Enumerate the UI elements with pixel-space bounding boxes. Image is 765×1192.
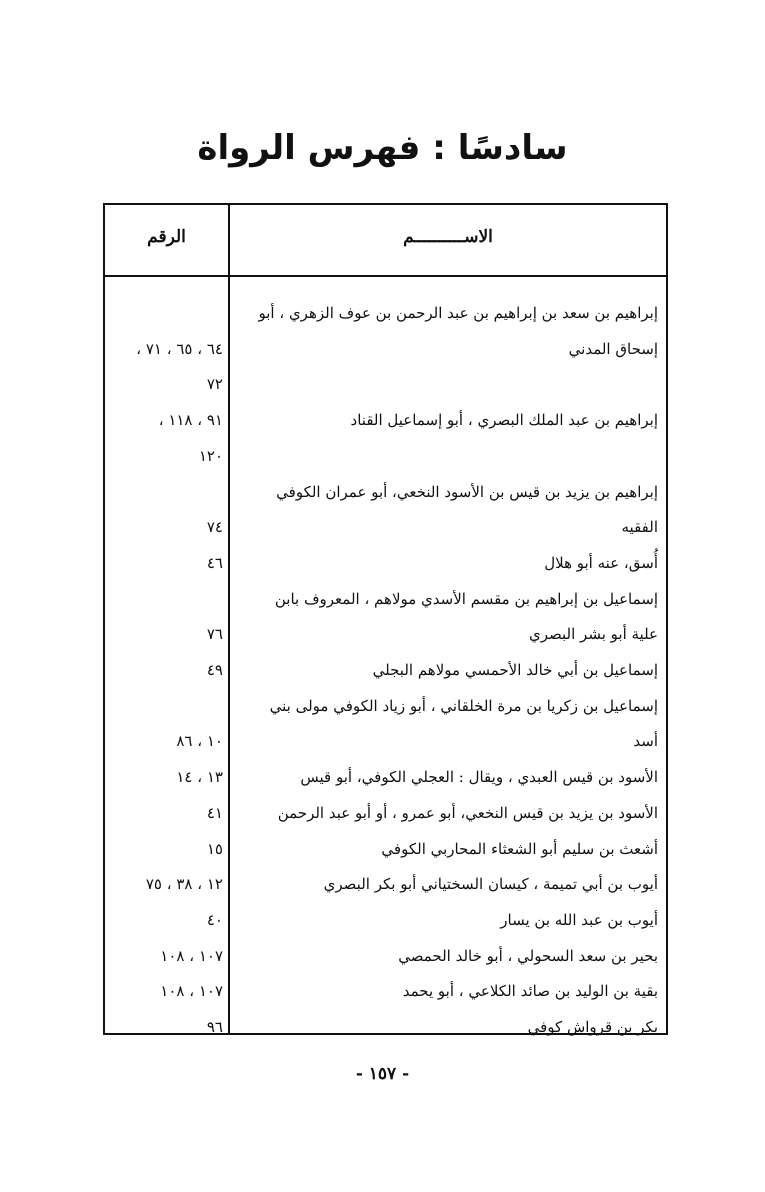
narrator-name: أسد — [633, 732, 658, 751]
table-row — [105, 759, 666, 795]
narrator-name: إسماعيل بن إبراهيم بن مقسم الأسدي مولاهم ، المعروف بابن — [274, 589, 658, 608]
table-row — [105, 902, 666, 938]
narrator-name: الأسود بن قيس العبدي ، ويقال : العجلي الكوفي، أبو قيس — [300, 768, 658, 787]
narrator-numbers: ١٠٧ ، ١٠٨ — [160, 946, 223, 965]
narrator-numbers: ٧٦ — [206, 625, 223, 644]
narrator-name: الفقيه — [621, 518, 658, 537]
narrator-numbers: ٤١ — [206, 803, 223, 822]
table-row — [105, 581, 666, 617]
narrator-name: إبراهيم بن يزيد بن قيس بن الأسود النخعي، أبو عمران الكوفي — [276, 482, 658, 501]
narrator-name: علية أبو بشر البصري — [528, 625, 658, 644]
table-row — [105, 795, 666, 831]
table-row — [105, 474, 666, 510]
table-row — [105, 295, 666, 331]
table-row — [105, 616, 666, 652]
narrator-name: أيوب بن أبي تميمة ، كيسان السختياني أبو بكر البصري — [323, 875, 658, 894]
narrator-numbers: ٤٦ — [206, 553, 223, 572]
narrator-numbers: ١٠٧ ، ١٠٨ — [160, 982, 223, 1001]
narrator-numbers: ٧٢ — [206, 375, 223, 394]
narrator-numbers: ٤٠ — [206, 910, 223, 929]
narrator-numbers: ١٣ ، ١٤ — [176, 768, 223, 787]
narrator-name: بكر بن قرواش كوفي — [527, 1018, 658, 1036]
table-row — [105, 438, 666, 474]
page-title: سادسًا : فهرس الرواة — [197, 128, 568, 168]
table-row — [105, 938, 666, 974]
header-name: الاســــــــــم — [403, 227, 493, 247]
narrator-numbers: ٩١ ، ١١٨ ، — [158, 411, 223, 430]
table-row — [105, 545, 666, 581]
header-number: الرقم — [147, 227, 186, 247]
narrator-numbers: ١٢ ، ٣٨ ، ٧٥ — [145, 875, 223, 894]
narrator-numbers: ١٥ — [206, 839, 223, 858]
narrator-name: إسحاق المدني — [568, 339, 658, 358]
narrator-name: إبراهيم بن سعد بن إبراهيم بن عبد الرحمن بن عوف الزهري ، أبو — [258, 304, 658, 322]
page-number: - ١٥٧ - — [355, 1064, 410, 1084]
table-row — [105, 366, 666, 402]
narrator-name: الأسود بن يزيد بن قيس النخعي، أبو عمرو ، أو أبو عبد الرحمن — [277, 803, 658, 822]
narrator-name: أُسق، عنه أبو هلال — [544, 553, 658, 572]
table-row — [105, 831, 666, 867]
narrator-name: إسماعيل بن زكريا بن مرة الخلقاني ، أبو زياد الكوفي مولى بني — [269, 696, 658, 715]
narrator-name: أشعث بن سليم أبو الشعثاء المحاربي الكوفي — [381, 839, 658, 858]
narrator-name: أيوب بن عبد الله بن يسار — [500, 910, 658, 929]
narrator-numbers: ٤٩ — [206, 661, 223, 679]
narrator-name: بقية بن الوليد بن صائد الكلاعي ، أبو يحمد — [402, 982, 658, 1001]
narrator-name: بحير بن سعد السحولي ، أبو خالد الحمصي — [398, 946, 658, 965]
table-row — [105, 688, 666, 724]
narrator-name: إسماعيل بن أبي خالد الأحمسي مولاهم البجلي — [372, 661, 658, 679]
table-row — [105, 402, 666, 438]
narrators-index-table — [103, 203, 668, 1035]
narrator-numbers: ٦٤ ، ٦٥ ، ٧١ ، — [136, 339, 223, 358]
table-row — [105, 973, 666, 1009]
table-row — [105, 866, 666, 902]
table-row — [105, 331, 666, 367]
header-divider — [105, 275, 666, 277]
narrator-numbers: ١٢٠ — [198, 446, 223, 465]
table-row — [105, 509, 666, 545]
narrator-numbers: ٧٤ — [206, 518, 223, 537]
table-row — [105, 1009, 666, 1045]
narrator-numbers: ١٠ ، ٨٦ — [176, 732, 223, 751]
narrator-name: إبراهيم بن عبد الملك البصري ، أبو إسماعيل القناد — [350, 411, 658, 430]
table-row — [105, 652, 666, 688]
table-row — [105, 723, 666, 759]
narrator-numbers: ٩٦ — [206, 1018, 223, 1036]
